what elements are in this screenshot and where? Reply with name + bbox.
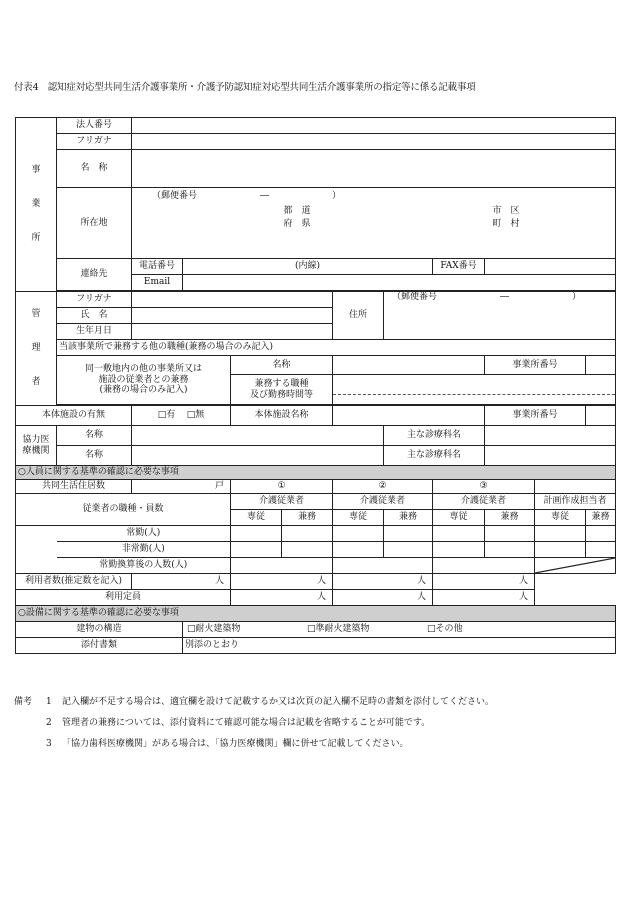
note-item: 管理者の兼務については、添付資料にて確認可能な場合は記載を省略することが可能です。: [62, 718, 431, 728]
tel-label: 電話番号: [132, 259, 183, 275]
coop-name-label-2: 名称: [57, 446, 132, 466]
fulltime-header: 専従: [333, 510, 384, 526]
structure-fireproof[interactable]: □耐火建築物: [187, 624, 241, 635]
corp-no-field[interactable]: [132, 118, 616, 134]
staff-row-label: 非常勤(人): [57, 542, 231, 558]
note-item: 「協力歯科医療機関」がある場合は、「協力医療機関」欄に併せて記載してください。: [62, 739, 409, 749]
coop-dept-label-2: 主な診療科名: [384, 446, 485, 466]
users-unit3[interactable]: 人: [433, 574, 535, 590]
notes-label: 備考: [14, 697, 33, 707]
coop-medical-label: 協力医 療機関: [16, 426, 57, 466]
contact-label: 連絡先: [57, 259, 132, 291]
corp-no-label: 法人番号: [57, 118, 132, 134]
planner-header: 計画作成担当者: [535, 494, 616, 510]
attach-value: 別添のとおり: [183, 638, 616, 654]
personnel-section-header: ○人員に関する基準の確認に必要な事項: [16, 466, 616, 480]
unit3-header: ③: [433, 480, 535, 494]
manager-name-field[interactable]: [132, 308, 333, 324]
coop-dept-field-1[interactable]: [485, 426, 616, 446]
manager-name-label: 氏 名: [57, 308, 132, 324]
main-facility-office-no-field[interactable]: [586, 406, 616, 426]
main-facility-name-field[interactable]: [333, 406, 485, 426]
coop-dept-field-2[interactable]: [485, 446, 616, 466]
structure-options[interactable]: [183, 622, 616, 638]
parttime-header: 兼務: [586, 510, 616, 526]
coop-name-label-1: 名称: [57, 426, 132, 446]
manager-furigana-label: フリガナ: [57, 292, 132, 308]
main-facility-label: 本体施設の有無: [16, 406, 132, 426]
care-staff-header-1: 介護従業者: [231, 494, 333, 510]
equipment-section-header: ○設備に関する基準の確認に必要な事項: [16, 606, 616, 622]
fax-label: FAX番号: [433, 259, 485, 275]
office-shiku-bottom: 町 村: [485, 218, 616, 231]
coop-dept-label-1: 主な診療科名: [384, 426, 485, 446]
concurrent-name-field[interactable]: [333, 356, 485, 375]
structure-other[interactable]: □その他: [427, 624, 463, 635]
care-staff-header-3: 介護従業者: [433, 494, 535, 510]
fulltime-header: 専従: [535, 510, 586, 526]
office-shiku-top: 市 区: [485, 205, 616, 218]
planner-diagonal: [535, 558, 616, 574]
office-address-field[interactable]: [132, 231, 616, 259]
unit-count-label: 共同生活住居数: [16, 480, 132, 494]
users-label: 利用者数(推定数を記入): [16, 574, 132, 590]
staff-row-label: 常勤換算後の人数(人): [57, 558, 231, 574]
office-todofuken-top: 都 道: [283, 205, 311, 216]
main-facility-options[interactable]: [132, 406, 231, 426]
form-title: 付表4 認知症対応型共同生活介護事業所・介護予防認知症対応型共同生活介護事業所の指定等に係る記載事項: [14, 82, 476, 93]
tel-ext[interactable]: (内線): [183, 259, 433, 275]
office-todofuken-bottom: 府 県: [283, 218, 311, 229]
fulltime-header: 専従: [433, 510, 485, 526]
office-name-field[interactable]: [132, 150, 616, 188]
parttime-header: 兼務: [485, 510, 535, 526]
capacity-unit3[interactable]: 人: [433, 590, 535, 606]
concurrent-same-label: 当該事業所で兼務する他の職種(兼務の場合のみ記入): [57, 340, 616, 356]
concurrent-office-no-label: 事業所番号: [485, 356, 586, 375]
office-address-label: 所在地: [57, 188, 132, 259]
main-facility-office-no-label: 事業所番号: [485, 406, 586, 426]
office-furigana-field[interactable]: [132, 134, 616, 150]
staff-row-label: 常勤(人): [57, 526, 231, 542]
concurrent-duty-label: 兼務する職種 及び勤務時間等: [231, 375, 333, 405]
attach-label: 添付書類: [16, 638, 183, 654]
concurrent-other-label: 同一敷地内の他の事業所又は 施設の従業者との兼務 (兼務の場合のみ記入): [57, 356, 231, 405]
unit2-header: ②: [333, 480, 433, 494]
office-section-label: 事 業 所: [16, 118, 57, 292]
users-unit2[interactable]: 人: [333, 574, 433, 590]
manager-address-label: 住所: [333, 292, 384, 340]
fulltime-header: 専従: [231, 510, 282, 526]
structure-semi-fireproof[interactable]: □準耐火建築物: [307, 624, 370, 635]
manager-birth-field[interactable]: [132, 324, 333, 340]
capacity-unit1[interactable]: 人: [231, 590, 333, 606]
manager-furigana-field[interactable]: [132, 292, 333, 308]
users-field[interactable]: 人: [132, 574, 231, 590]
office-name-label: 名 称: [57, 150, 132, 188]
note-item: 記入欄が不足する場合は、適宜欄を設けて記載するか又は次頁の記入欄不足時の書類を添付してください。: [62, 697, 495, 707]
manager-section-label: 管 理 者: [16, 292, 57, 406]
concurrent-office-no-field[interactable]: [586, 356, 616, 375]
office-furigana-label: フリガナ: [57, 134, 132, 150]
notes: 備考 1 記入欄が不足する場合は、適宜欄を設けて記載するか又は次頁の記入欄不足時の書類を添付してください。 2 管理者の兼務については、添付資料にて確認可能な場合は記載を省略することが可能です。 3 「協力歯科医療機関」がある場合は、「協力医療機関」欄に併せて記載してください。: [14, 692, 494, 755]
capacity-unit2[interactable]: 人: [333, 590, 433, 606]
main-facility-no[interactable]: □無: [186, 410, 205, 421]
unit1-header: ①: [231, 480, 333, 494]
parttime-header: 兼務: [384, 510, 433, 526]
unit-count-field[interactable]: 戸: [132, 480, 231, 494]
capacity-label: 利用定員: [16, 590, 231, 606]
manager-birth-label: 生年月日: [57, 324, 132, 340]
main-facility-yes[interactable]: □有: [157, 410, 176, 421]
structure-label: 建物の構造: [16, 622, 183, 638]
main-facility-name-label: 本体施設名称: [231, 406, 333, 426]
users-unit1[interactable]: 人: [231, 574, 333, 590]
registration-form-table: [15, 117, 616, 654]
office-postal[interactable]: （郵便番号 ― ）: [132, 188, 616, 205]
concurrent-duty-field[interactable]: [333, 375, 616, 405]
staff-label: 従業者の職種・員数: [16, 494, 231, 526]
fax-field[interactable]: [485, 259, 616, 275]
coop-name-field-1[interactable]: [132, 426, 384, 446]
care-staff-header-2: 介護従業者: [333, 494, 433, 510]
email-label: Email: [132, 275, 183, 291]
parttime-header: 兼務: [282, 510, 333, 526]
email-field[interactable]: [183, 275, 616, 291]
concurrent-name-label: 名称: [231, 356, 333, 375]
coop-name-field-2[interactable]: [132, 446, 384, 466]
manager-postal[interactable]: （郵便番号 ― ）: [384, 292, 616, 340]
